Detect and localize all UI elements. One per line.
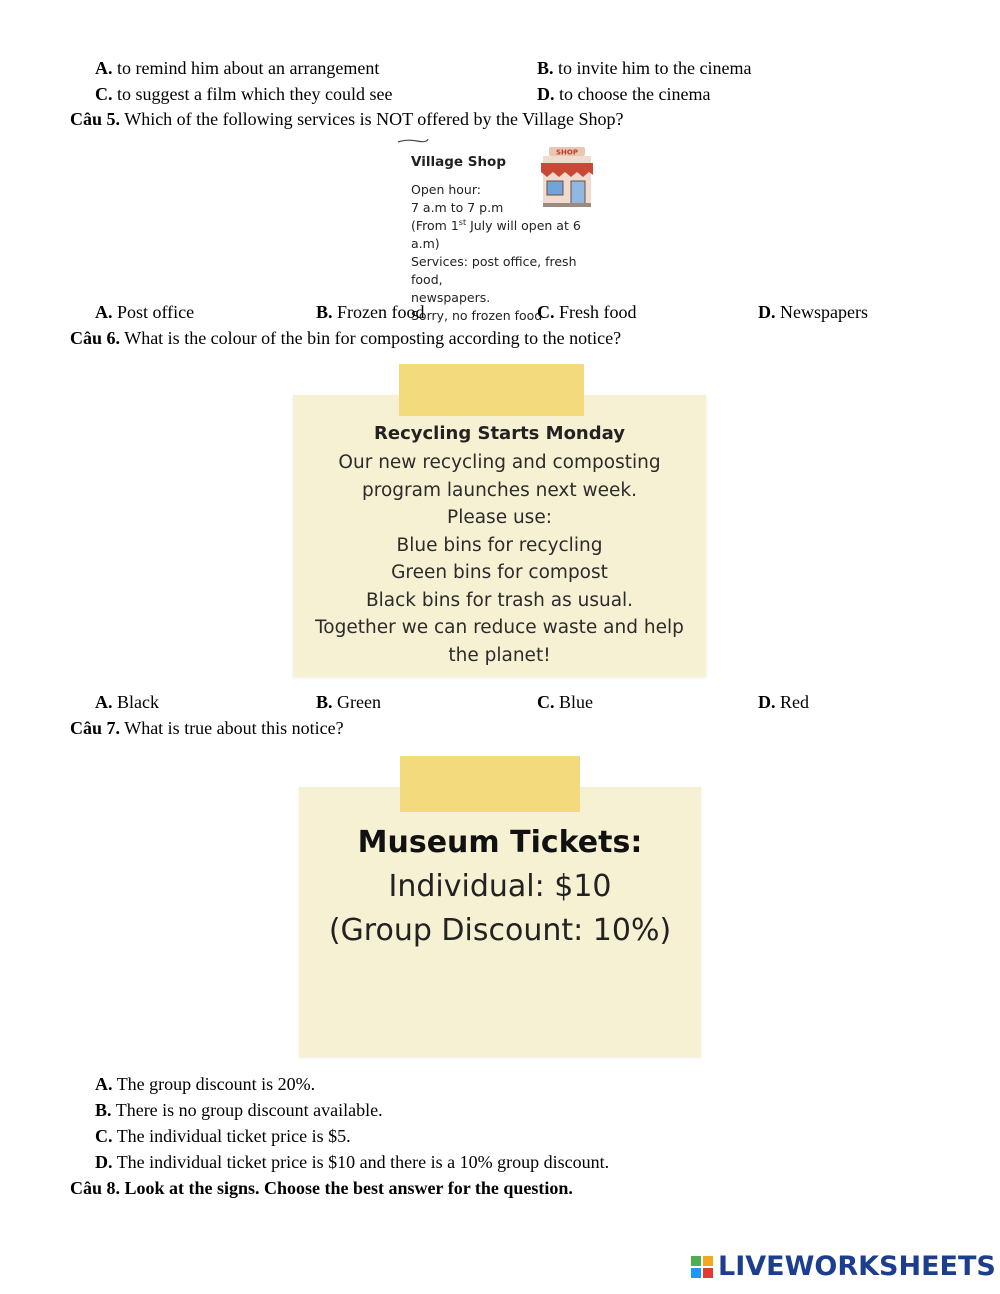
museum-group-discount: (Group Discount: 10%) [328,913,672,948]
tape-strip [400,756,580,812]
q6-option-a[interactable]: A. Black [95,692,159,712]
q5-option-c[interactable]: C. Fresh food [537,302,637,322]
q4-option-a[interactable]: A. to remind him about an arrangement [95,58,380,78]
pen-scribble-icon [397,138,429,144]
brand-name: LIVEWORKSHEETS [718,1251,996,1282]
q8-instruction: Câu 8. Look at the signs. Choose the best answer for the question. [70,1178,573,1198]
store-front-icon [535,145,599,209]
museum-notice-title: Museum Tickets: [357,825,643,860]
liveworksheets-brand[interactable] [690,1251,996,1282]
shop-details: Open hour: 7 a.m to 7 p.m (From 1st July will open at 6 a.m) Services: post office, fresh food, newspapers. Sorry, no frozen food [411,182,581,323]
q6-question: Câu 6. What is the colour of the bin for composting according to the notice? [70,328,622,348]
recycling-notice: Recycling Starts Monday Our new recycling and composting program launches next week. Please use: Blue bins for recycling Green bins for compost Black bins for trash as usual. Together we can reduce waste and help the planet! [293,395,706,677]
q7-option-a[interactable]: A. The group discount is 20%. [95,1074,316,1094]
q4-option-d[interactable]: D. to choose the cinema [537,84,711,104]
q7-option-c[interactable]: C. The individual ticket price is $5. [95,1126,351,1146]
q6-option-b[interactable]: B. Green [316,692,381,712]
q4-option-b[interactable]: B. to invite him to the cinema [537,58,752,78]
liveworksheets-logo-icon [690,1255,714,1279]
q5-option-a[interactable]: A. Post office [95,302,195,322]
q7-question: Câu 7. What is true about this notice? [70,718,344,738]
recycling-notice-title: Recycling Starts Monday [374,423,625,444]
q7-option-b[interactable]: B. There is no group discount available. [95,1100,383,1120]
q5-question: Câu 5. Which of the following services is NOT offered by the Village Shop? [70,109,624,129]
q5-option-d[interactable]: D. Newspapers [758,302,868,322]
q6-option-d[interactable]: D. Red [758,692,809,712]
q5-option-b[interactable]: B. Frozen food [316,302,425,322]
museum-individual-price: Individual: $10 [388,869,612,904]
q7-option-d[interactable]: D. The individual ticket price is $10 and there is a 10% group discount. [95,1152,610,1172]
shop-title: Village Shop [411,154,506,170]
q4-option-c[interactable]: C. to suggest a film which they could see [95,84,393,104]
tape-strip [399,364,584,416]
svg-text:SHOP: SHOP [556,148,578,157]
museum-tickets-notice [299,787,701,1057]
q6-option-c[interactable]: C. Blue [537,692,593,712]
